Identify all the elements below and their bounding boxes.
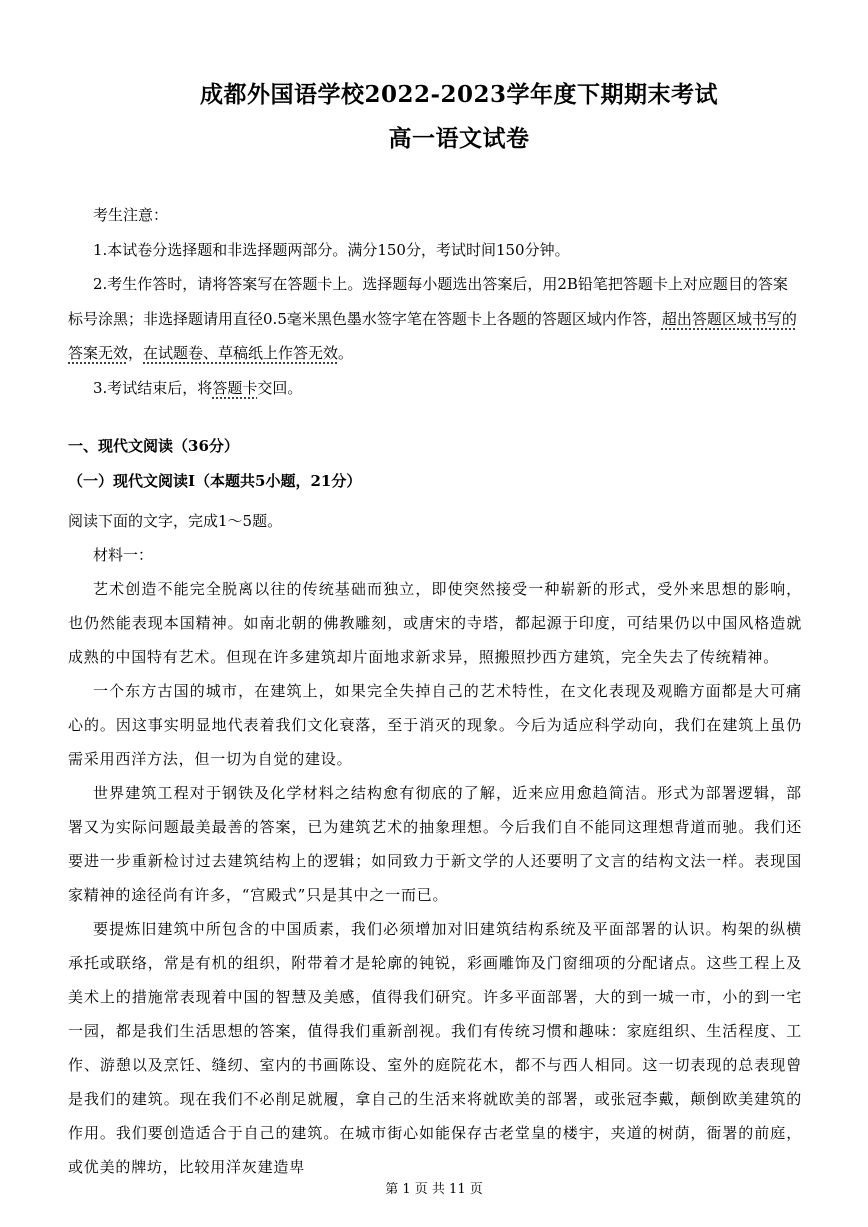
passage-paragraph-2: 一个东方古国的城市，在建筑上，如果完全失掉自己的艺术特性，在文化表现及观瞻方面都是大可痛心的。因这事实明显地代表着我们文化衰落，至于消灭的现象。今后为适应科学动向，我们在建筑上虽仍需采用西洋方法，但一切为自觉的建设。 (68, 682, 802, 768)
notice-item-2-emphasis-1: 超出答题区域书写的答案无效 (68, 309, 797, 362)
notice-item-2-text-a: 2.考生作答时，请将答案写在答题卡上。选择题每小题选出答案后，用2B铅笔把答题卡上对应题目的答案标号涂黑；非选择题请用直径0.5毫米黑色墨水签字笔在答题卡上各题的答题区域内作答， (68, 275, 788, 328)
passage-paragraph-1: 艺术创造不能完全脱离以往的传统基础而独立，即使突然接受一种崭新的形式，受外来思想的影响，也仍然能表现本国精神。如南北朝的佛教雕刻，或唐宋的寺塔，都起源于印度，可结果仍以中国风格造就成熟的中国特有艺术。但现在许多建筑却片面地求新求异，照搬照抄西方建筑，完全失去了传统精神。 (68, 580, 802, 666)
notice-item-2-emphasis-2: 在试题卷、草稿纸上作答无效 (143, 344, 339, 362)
notice-heading: 考生注意： (93, 206, 169, 224)
material-label: 材料一： (93, 546, 154, 564)
notice-item-3-text-b: 交回。 (257, 378, 303, 397)
passage-paragraph-4: 要提炼旧建筑中所包含的中国质素，我们必须增加对旧建筑结构系统及平面部署的认识。构架的纵横承托或联络，常是有机的组织，附带着才是轮廓的钝锐，彩画雕饰及门窗细项的分配诸点。这些工程上及美术上的措施常表现着中国的智慧及美感，值得我们研究。许多平面部署，大的到一城一市，小的到一宅一园，都是我们生活思想的答案，值得我们重新剖视。我们有传统习惯和趣味：家庭组织、生活程度、工作、游憩以及烹饪、缝纫、室内的书画陈设、室外的庭院花木，都不与西人相同。这一切表现的总表现曾是我们的建筑。现在我们不必削足就履，拿自己的生活来将就欧美的部署，或张冠李戴，颠倒欧美建筑的作用。我们要创造适合于自己的建筑。在城市街心如能保存古老堂皇的楼宇，夹道的树荫，衙署的前庭，或优美的牌坊，比较用洋灰建造卑 (68, 920, 802, 1176)
reading-passage (68, 504, 802, 1184)
candidate-notice (68, 198, 802, 405)
notice-item-2-text-c: 。 (338, 344, 354, 362)
notice-item-1: 1.本试卷分选择题和非选择题两部分。满分150分，考试时间150分钟。 (93, 240, 570, 259)
passage-paragraph-3: 世界建筑工程对于钢铁及化学材料之结构愈有彻底的了解，近来应用愈趋简洁。形式为部署逻辑，部署又为实际问题最美最善的答案，已为建筑艺术的抽象理想。今后我们自不能同这理想背道而驰。我们还要进一步重新检讨过去建筑结构上的逻辑；如同致力于新文学的人还要明了文言的结构文法一样。表现国家精神的途径尚有许多，“宫殿式”只是其中之一而已。 (68, 784, 802, 904)
page-footer: 第 1 页 共 11 页 (385, 1182, 483, 1197)
notice-item-3-text-a: 3.考试结束后，将 (93, 378, 213, 397)
reading-instruction: 阅读下面的文字，完成1～5题。 (68, 512, 283, 530)
section-heading-part1: 一、现代文阅读（36分） (68, 437, 239, 455)
notice-item-2 (68, 267, 802, 371)
exam-title: 成都外国语学校2022-2023学年度下期期末考试 (199, 81, 719, 108)
section-heading-sub1: （一）现代文阅读Ⅰ（本题共5小题，21分） (68, 472, 362, 490)
notice-item-3-emphasis: 答题卡 (212, 378, 258, 397)
notice-item-3 (68, 371, 802, 406)
notice-item-2-text-b: ， (128, 344, 144, 362)
exam-subtitle: 高一语文试卷 (388, 125, 530, 152)
